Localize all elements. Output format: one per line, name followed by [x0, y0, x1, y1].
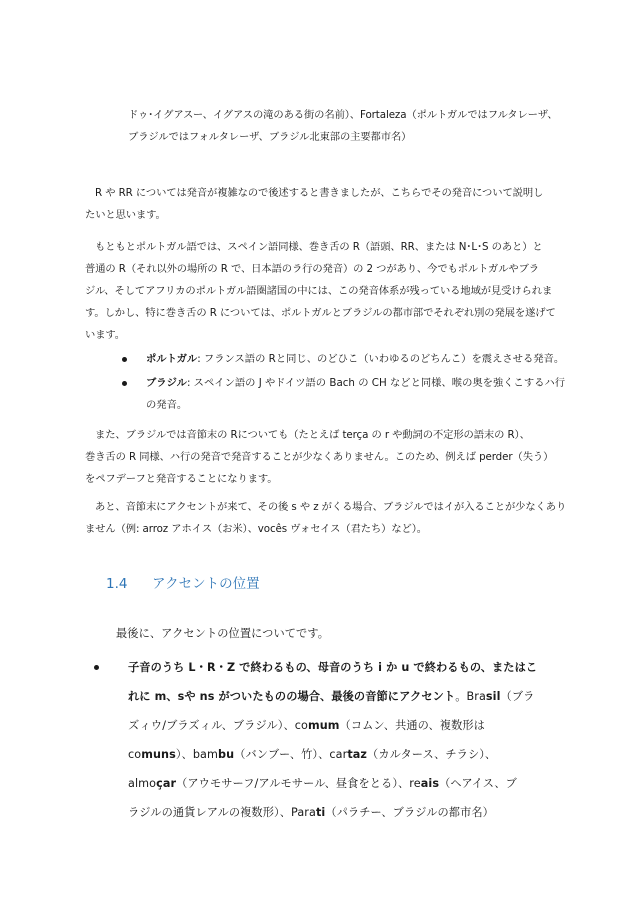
section-number: 1.4 — [106, 576, 128, 592]
text-line — [146, 372, 565, 394]
text-line: ドゥ･イグアスー、イグアスの滝のある街の名前）、Fortaleza（ポルトガルではフルタレーザ、 — [128, 109, 558, 121]
text-line — [128, 653, 537, 682]
section-intro — [116, 619, 329, 648]
section-title: アクセントの位置 — [152, 576, 260, 592]
text-line: ブラジルではフォルタレーザ、ブラジル北東部の主要都市名） — [128, 131, 412, 143]
paragraph-portuguese-r — [85, 236, 556, 346]
bold-text: muns — [141, 748, 176, 761]
accent-rule-bullet — [128, 653, 537, 827]
text-line — [128, 682, 537, 711]
text-line: 普通の R（それ以外の場所の R で、日本語のラ行の発音）の 2 つがあり、今でもポルトガルやブラ — [85, 263, 539, 275]
text-line: R や RR については発音が複雑なので後述すると書きましたが、こちらでその発音について説明し — [95, 187, 544, 199]
text-run: 。Bra — [455, 690, 486, 703]
bold-text: bu — [218, 748, 235, 761]
paragraph-r-rr — [85, 182, 543, 226]
bullet-item-brazil — [146, 372, 565, 416]
text-line: もともとポルトガル語では、スペイン語同様、巻き舌の R（語頭、RR、または N･L･S のあと）と — [95, 241, 543, 253]
text-line: たいと思います。 — [85, 209, 166, 221]
text-line — [128, 740, 537, 769]
text-line: います。 — [85, 329, 125, 341]
text-run: ）、bam — [175, 748, 218, 761]
bold-text: çar — [156, 777, 177, 790]
text-run: co — [128, 748, 142, 761]
intro-paragraph — [128, 104, 558, 148]
text-line — [146, 348, 564, 370]
bullet-term: ブラジル — [146, 377, 187, 389]
text-run: ズィウ/ブラズィル、ブラジル）、co — [128, 719, 308, 732]
text-line — [128, 798, 537, 827]
bold-text: mum — [307, 719, 340, 732]
bold-text: 子音のうち L・R・Z で終わるもの、母音のうち i か u で終わるもの、またはこ — [128, 661, 538, 674]
paragraph-syllable-final-r — [85, 424, 553, 490]
bullet-text: : スペイン語の J やドイツ語の Bach の CH などと同様、喉の奥を強くこするハ行 — [186, 377, 566, 389]
text-line: ジル、そしてアフリカのポルトガル語圏諸国の中には、この発音体系が残っている地域が見受けられま — [85, 285, 553, 297]
bold-text: ais — [420, 777, 440, 790]
bullet-text: : フランス語の Rと同じ、のどひこ（いわゆるのどちんこ）を震えさせる発音。 — [197, 353, 565, 365]
text-run: （カルタース、チラシ）、 — [367, 748, 497, 761]
text-run: ラジルの通貨レアルの複数形）、Para — [128, 806, 316, 819]
bold-text: れに m、sや ns がついたものの場合、最後の音節にアクセント — [128, 690, 456, 703]
bullet-icon — [94, 665, 99, 670]
text-run: （パラチー、ブラジルの都市名） — [325, 806, 494, 819]
bold-text: ti — [315, 806, 326, 819]
text-line: をペフデーフと発音することになります。 — [85, 473, 278, 485]
text-run: （ヘアイス、ブ — [439, 777, 517, 790]
text-run: （コムン、共通の、複数形は — [339, 719, 485, 732]
bullet-term: ポルトガル — [146, 353, 198, 365]
text-line: 最後に、アクセントの位置についてです。 — [116, 627, 330, 640]
text-line: す。しかし、特に巻き舌の R については、ポルトガルとブラジルの都市部でそれぞれ別の発展を遂げて — [85, 307, 556, 319]
text-line: あと、音節末にアクセントが来て、その後 s や z がくる場合、ブラジルではイが入ることが少なくあり — [95, 501, 567, 513]
bullet-item-portugal — [146, 348, 564, 370]
section-heading — [106, 572, 260, 592]
text-line — [128, 711, 537, 740]
bold-text: taz — [347, 748, 368, 761]
text-line — [128, 769, 537, 798]
bullet-icon — [122, 357, 127, 362]
bullet-icon — [122, 381, 127, 386]
text-line: の発音。 — [146, 399, 188, 411]
text-run: （アウモサーフ/アルモサール、昼食をとる）、re — [176, 777, 421, 790]
paragraph-final-accent — [85, 496, 566, 540]
text-run: （バンブー、竹）、car — [234, 748, 348, 761]
text-run: （ブラ — [500, 690, 535, 703]
text-line: 巻き舌の R 同様、ハ行の発音で発音することが少なくありません。このため、例えば perder（失う） — [85, 451, 554, 463]
accent-rule-text — [128, 653, 537, 827]
bold-text: sil — [485, 690, 501, 703]
text-run: almo — [128, 777, 157, 790]
text-line: ません（例: arroz アホイス（お米）、vocês ヴォセイス（君たち）など）。 — [85, 523, 428, 535]
text-line: また、ブラジルでは音節末の Rについても（たとえば terça の r や動詞の不定形の語末の R）、 — [95, 429, 530, 441]
